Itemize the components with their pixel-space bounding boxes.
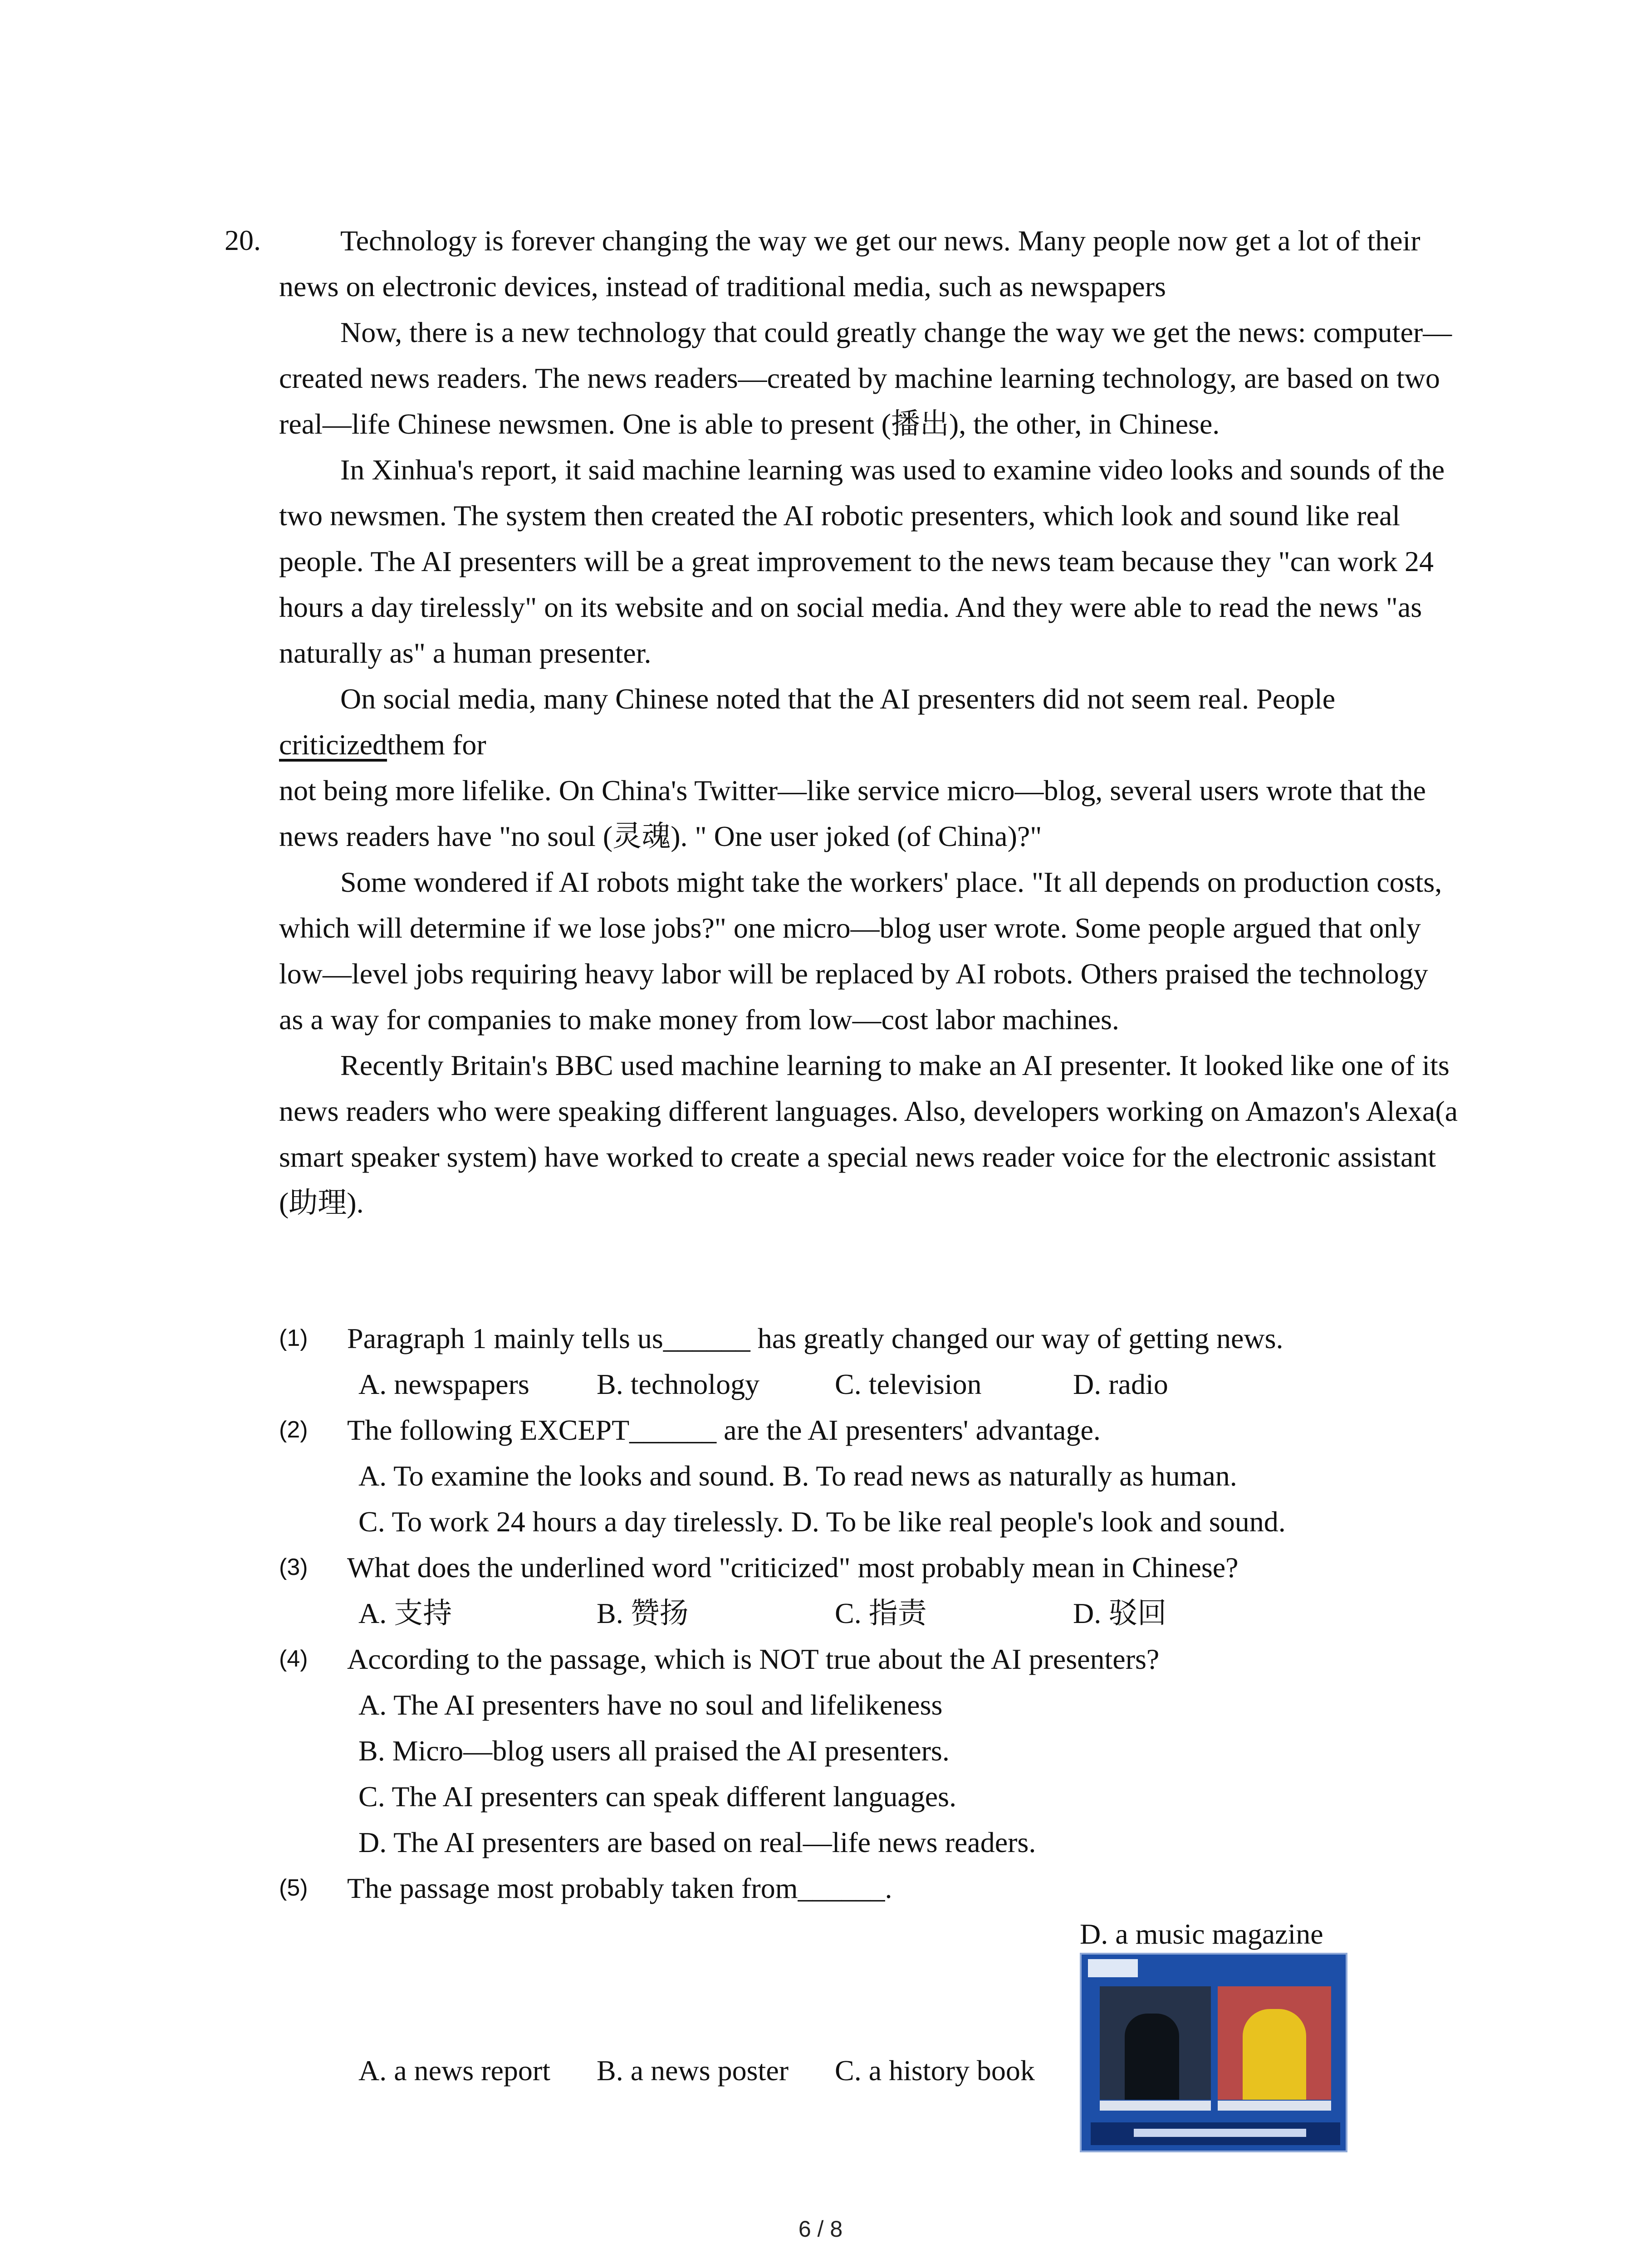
question-1 xyxy=(279,1315,1504,1361)
option-b[interactable]: B. 赞扬 xyxy=(597,1597,689,1629)
option-a[interactable]: A. newspapers xyxy=(358,1368,529,1400)
question-5 xyxy=(279,1865,1504,1911)
option-d[interactable]: D. 驳回 xyxy=(1073,1597,1167,1629)
paragraph-4-rest: not being more lifelike. On China's Twitter—like service micro—blog, several users wrote that the news readers have "no soul (灵魂). " One user joked (of China)?" xyxy=(279,774,1426,852)
question-4-text: According to the passage, which is NOT true about the AI presenters? xyxy=(347,1643,1160,1675)
option-c[interactable]: C. The AI presenters can speak different languages. xyxy=(358,1780,957,1813)
paragraph-3: In Xinhua's report, it said machine learning was used to examine video looks and sounds of the two newsmen. The system then created the AI robotic presenters, which look and sound like real people. The AI presenters will be a great improvement to the news team because they "can work 24 hours a day tirelessly" on its website and on social media. And they were able to read the news "as naturally as" a human presenter. xyxy=(279,454,1445,669)
news-ticker-text xyxy=(1134,2129,1306,2137)
question-2-options-cd[interactable]: C. To work 24 hours a day tirelessly. D. To be like real people's look and sound. xyxy=(358,1505,1286,1538)
paragraph-6: Recently Britain's BBC used machine learning to make an AI presenter. It looked like one of its news readers who were speaking different languages. Also, developers working on Amazon's Alexa(a smart speaker system) have worked to create a special news reader voice for the electronic assistant (助理). xyxy=(279,1049,1458,1219)
paragraph-4-cont: criticizedthem for xyxy=(279,728,486,761)
channel-logo xyxy=(1088,1959,1138,1977)
question-3-options xyxy=(279,1590,1504,1636)
anchor-figure xyxy=(1125,2014,1179,2100)
question-5-text: The passage most probably taken from______. xyxy=(347,1872,892,1904)
reporter-figure xyxy=(1243,2009,1306,2100)
reading-passage xyxy=(279,218,1459,1226)
question-4 xyxy=(279,1636,1504,1682)
option-d[interactable]: D. radio xyxy=(1073,1368,1168,1400)
option-b[interactable]: B. technology xyxy=(597,1368,760,1400)
question-2-number: (2) xyxy=(279,1417,308,1443)
option-a[interactable]: A. The AI presenters have no soul and lifelikeness xyxy=(358,1689,943,1721)
question-5-number: (5) xyxy=(279,1875,308,1901)
option-b[interactable]: B. a news poster xyxy=(597,2054,789,2087)
question-1-options xyxy=(279,1361,1504,1407)
option-c[interactable]: C. 指责 xyxy=(835,1597,927,1629)
question-1-text: Paragraph 1 mainly tells us______ has greatly changed our way of getting news. xyxy=(347,1322,1283,1354)
option-d[interactable]: D. The AI presenters are based on real—life news readers. xyxy=(358,1826,1036,1858)
option-b[interactable]: B. Micro—blog users all praised the AI presenters. xyxy=(358,1735,950,1767)
option-a[interactable]: A. 支持 xyxy=(358,1597,452,1629)
question-1-number: (1) xyxy=(279,1325,308,1351)
option-a[interactable]: A. a news report xyxy=(358,2054,550,2087)
option-c[interactable]: C. television xyxy=(835,1368,982,1400)
question-5-option-d-row xyxy=(279,1911,1504,1957)
question-3-number: (3) xyxy=(279,1554,308,1580)
option-c[interactable]: C. a history book xyxy=(835,2054,1035,2087)
reporter-caption xyxy=(1218,2101,1331,2111)
question-2 xyxy=(279,1407,1504,1453)
news-broadcast-image xyxy=(1080,1953,1347,2152)
paragraph-2: Now, there is a new technology that could greatly change the way we get the news: computer—created news readers. The news readers—created by machine learning technology, are based on two real—life Chinese newsmen. One is able to present (播出), the other, in Chinese. xyxy=(279,316,1452,440)
page-number: 6 / 8 xyxy=(798,2216,843,2242)
question-number: 20. xyxy=(225,224,261,256)
paragraph-4: On social media, many Chinese noted that the AI presenters did not seem real. People xyxy=(340,683,1336,715)
anchor-caption xyxy=(1100,2101,1211,2111)
option-d[interactable]: D. a music magazine xyxy=(1080,1918,1323,1950)
question-3-text: What does the underlined word "criticized" most probably mean in Chinese? xyxy=(347,1551,1239,1584)
paragraph-5: Some wondered if AI robots might take the workers' place. "It all depends on production costs, which will determine if we lose jobs?" one micro—blog user wrote. Some people argued that only low—level jobs requiring heavy labor will be replaced by AI robots. Others praised the technology as a way for companies to make money from low—cost labor machines. xyxy=(279,866,1442,1036)
underlined-word: criticized xyxy=(279,728,387,761)
question-2-options-ab[interactable]: A. To examine the looks and sound. B. To read news as naturally as human. xyxy=(358,1460,1237,1492)
question-4-number: (4) xyxy=(279,1646,308,1672)
question-3 xyxy=(279,1545,1504,1590)
paragraph-1: Technology is forever changing the way we get our news. Many people now get a lot of their news on electronic devices, instead of traditional media, such as newspapers xyxy=(279,225,1421,303)
question-2-text: The following EXCEPT______ are the AI presenters' advantage. xyxy=(347,1414,1101,1446)
